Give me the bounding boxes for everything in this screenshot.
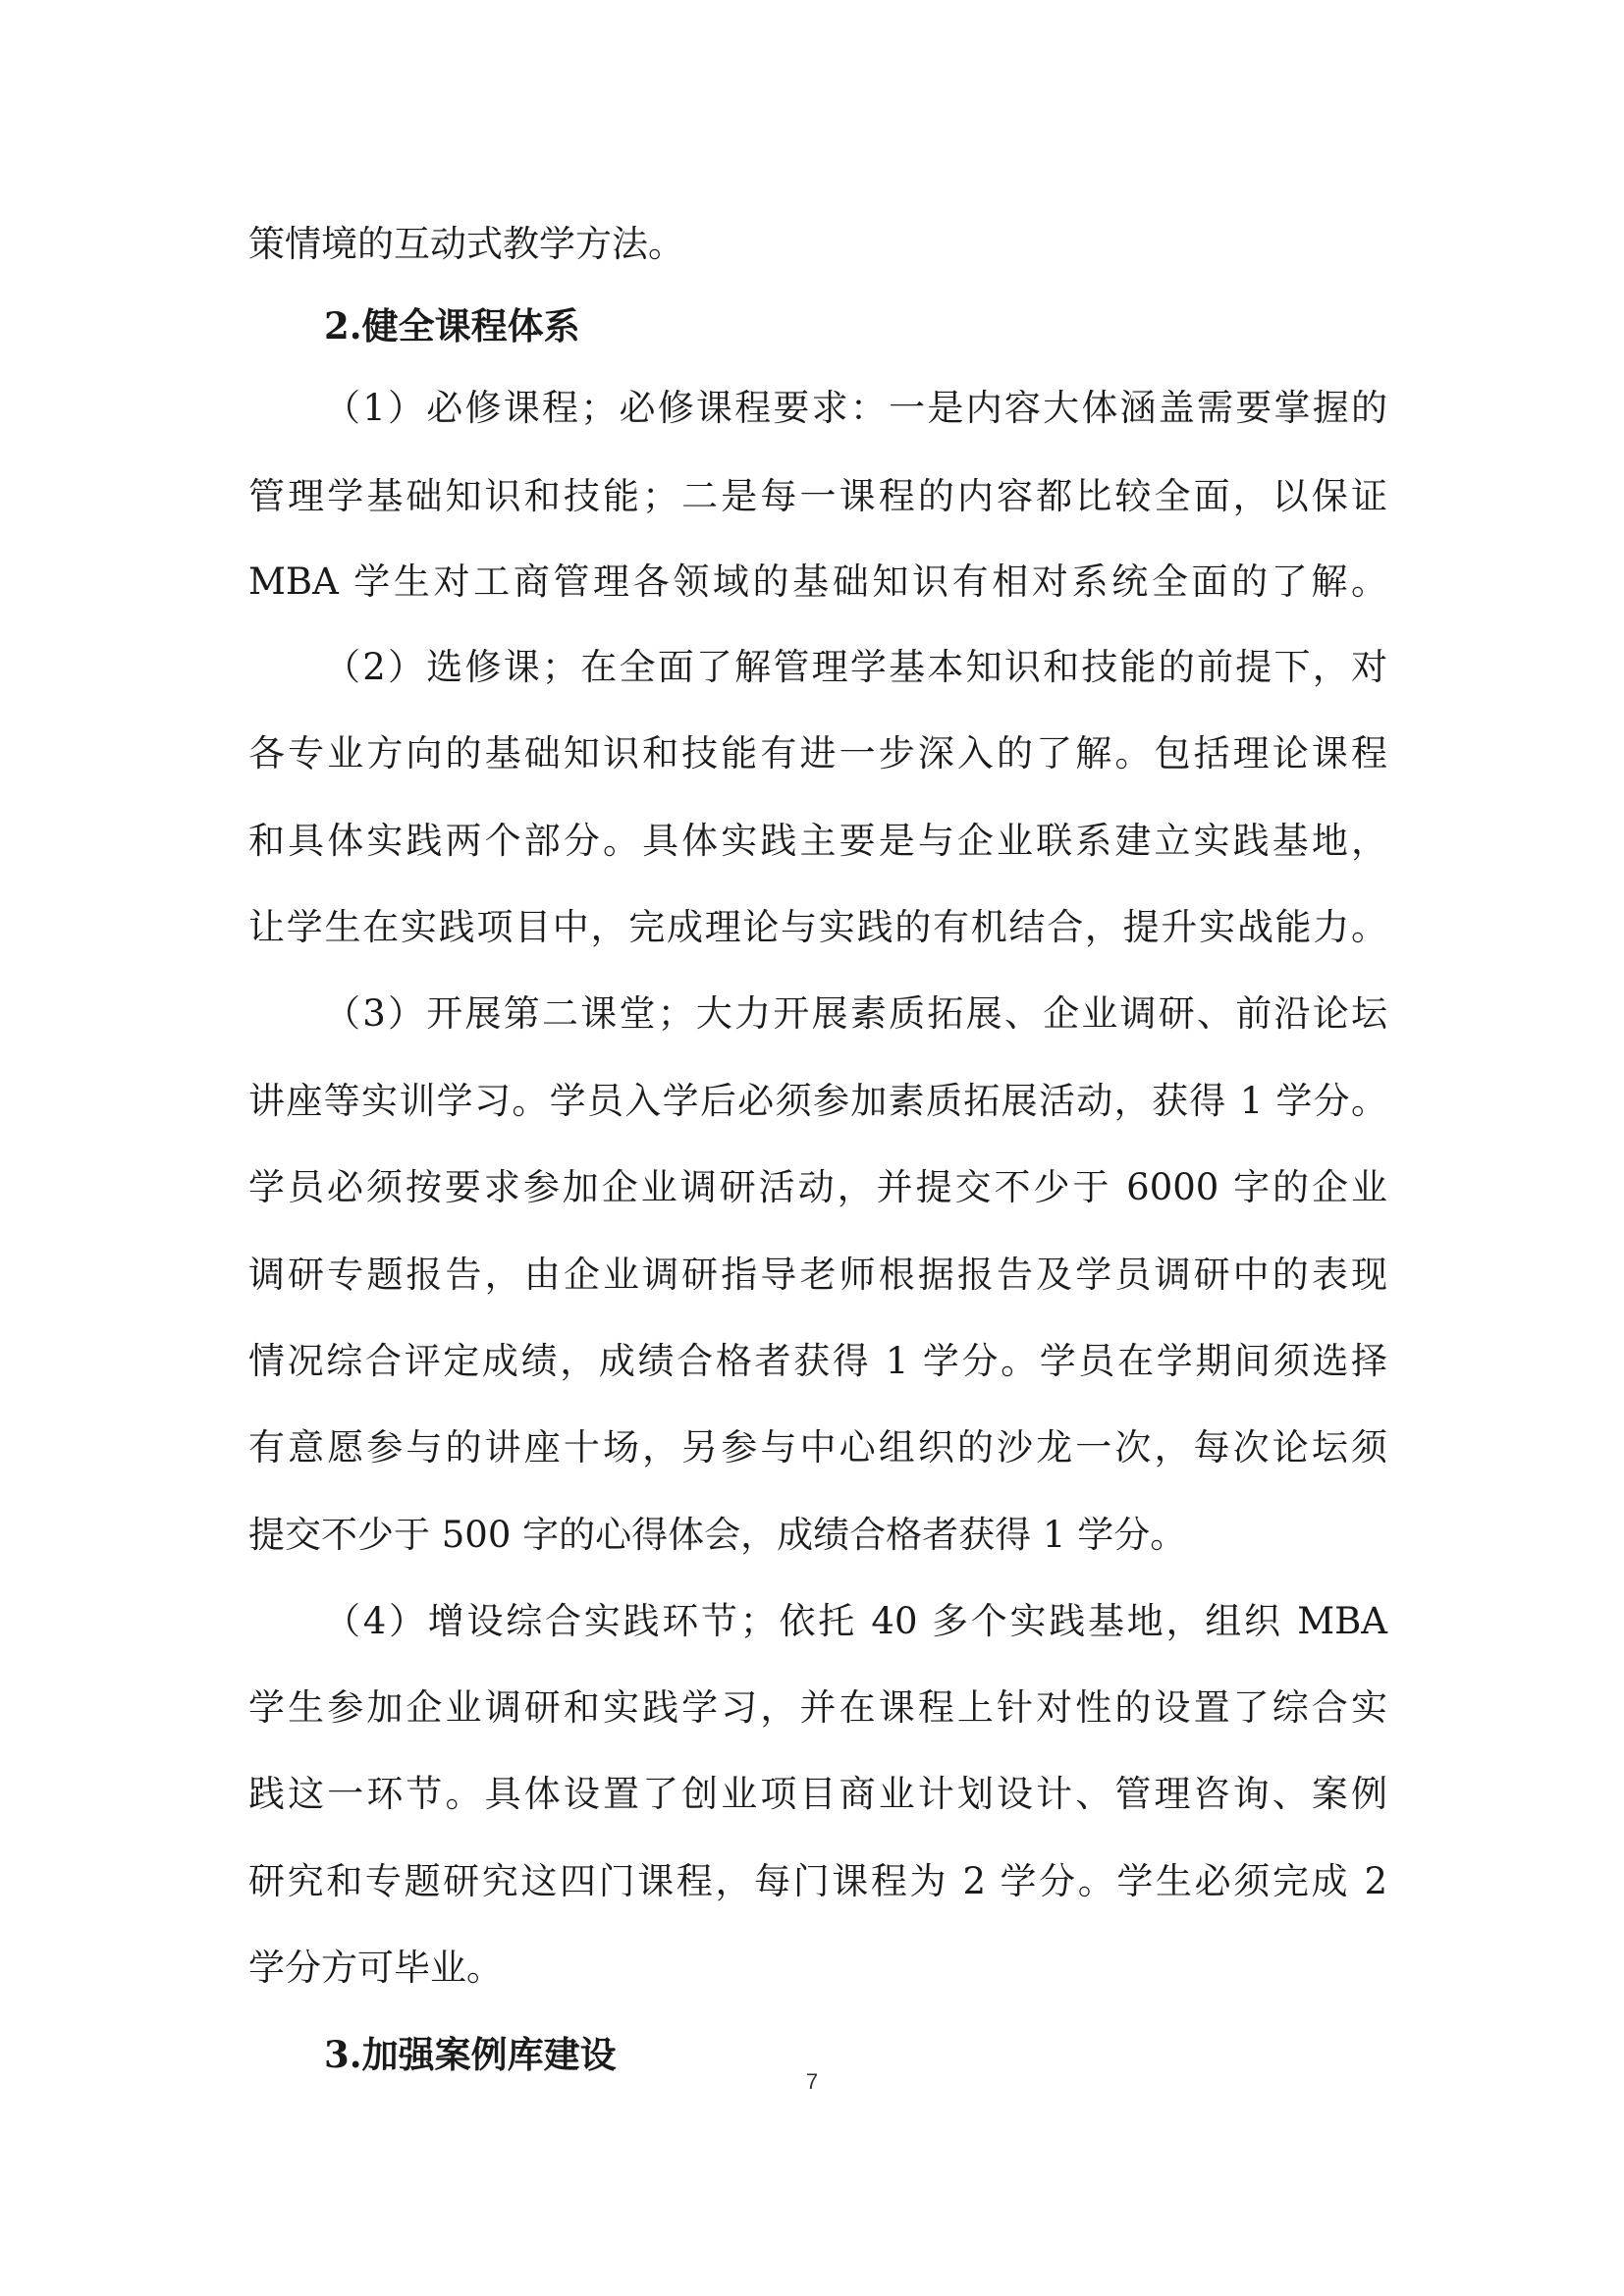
paragraph-line: 有意愿参与的讲座十场，另参与中心组织的沙龙一次，每次论坛须 [248,1426,1387,1468]
page-number: 7 [805,2069,819,2094]
paragraph-line: 提交不少于 500 字的心得体会，成绩合格者获得 1 学分。 [248,1514,1187,1556]
paragraph-line: MBA 学生对工商管理各领域的基础知识有相对系统全面的了解。 [248,561,1387,603]
paragraph-line: 研究和专题研究这四门课程，每门课程为 2 学分。学生必须完成 2 [248,1860,1387,1902]
paragraph-line: 学分方可毕业。 [248,1947,503,1989]
paragraph-line: 学员必须按要求参加企业调研活动，并提交不少于 6000 字的企业 [248,1166,1387,1208]
paragraph-line: 情况综合评定成绩，成绩合格者获得 1 学分。学员在学期间须选择 [248,1340,1387,1382]
paragraph-line: （1）必修课程；必修课程要求：一是内容大体涵盖需要掌握的 [324,387,1387,429]
paragraph-line: 策情境的互动式教学方法。 [248,223,684,265]
paragraph-line: 各专业方向的基础知识和技能有进一步深入的了解。包括理论课程 [248,732,1387,774]
paragraph-line: 学生参加企业调研和实践学习，并在课程上针对性的设置了综合实 [248,1686,1387,1729]
paragraph-line: （4）增设综合实践环节；依托 40 多个实践基地，组织 MBA [324,1600,1387,1642]
paragraph-line: 调研专题报告，由企业调研指导老师根据报告及学员调研中的表现 [248,1254,1387,1296]
section-heading: 2.健全课程体系 [324,304,580,347]
paragraph-line: 讲座等实训学习。学员入学后必须参加素质拓展活动，获得 1 学分。 [248,1080,1387,1122]
section-heading: 3.加强案例库建设 [324,2033,617,2076]
paragraph-line: 让学生在实践项目中，完成理论与实践的有机结合，提升实战能力。 [248,906,1387,948]
paragraph-line: （2）选修课；在全面了解管理学基本知识和技能的前提下，对 [324,646,1387,688]
paragraph-line: 管理学基础知识和技能；二是每一课程的内容都比较全面，以保证 [248,475,1387,517]
paragraph-line: （3）开展第二课堂；大力开展素质拓展、企业调研、前沿论坛 [324,992,1387,1035]
paragraph-line: 践这一环节。具体设置了创业项目商业计划设计、管理咨询、案例 [248,1773,1387,1815]
paragraph-line: 和具体实践两个部分。具体实践主要是与企业联系建立实践基地， [248,820,1387,862]
